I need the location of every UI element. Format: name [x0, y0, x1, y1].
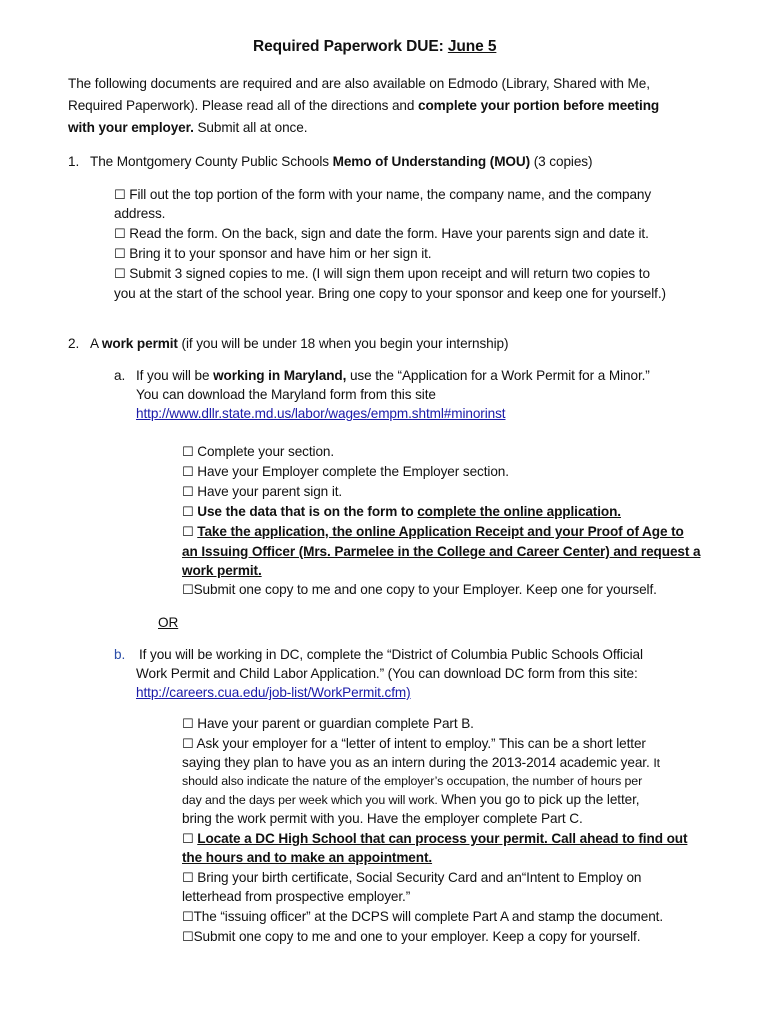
- md-check-4-text: Use the data that is on the form to: [197, 504, 418, 519]
- intro-line-3: [68, 118, 307, 137]
- dc-line-1: If you will be working in DC, complete the “District of Columbia Public Schools Official: [139, 647, 643, 662]
- md-check-3-text: Have your parent sign it.: [197, 484, 343, 499]
- dc-check-5-text: The “issuing officer” at the DCPS will complete Part A and stamp the document.: [193, 909, 664, 924]
- dc-check-2-cont-2: should also indicate the nature of the employer’s occupation, the number of hours per: [182, 774, 643, 788]
- dc-check-3: [182, 829, 687, 849]
- checkbox-icon[interactable]: ☐: [182, 717, 194, 732]
- md-check-5-text-c: work permit.: [182, 563, 262, 578]
- due-date: June 5: [447, 38, 497, 55]
- or-text: OR: [158, 615, 179, 630]
- s2-text-c: (if you will be under 18 when you begin your internship): [177, 336, 509, 351]
- dc-check-6: [182, 927, 640, 947]
- checkbox-icon[interactable]: ☐: [182, 445, 194, 460]
- mou-item-1: [114, 185, 651, 205]
- s1-text-a: The Montgomery County Public Schools: [90, 154, 333, 169]
- checkbox-icon[interactable]: ☐: [114, 188, 126, 203]
- checkbox-icon[interactable]: ☐: [182, 525, 194, 540]
- dc-check-3-text: Locate a DC High School that can process your permit. Call ahead to find out: [197, 831, 688, 846]
- section-2-heading: [90, 334, 508, 353]
- md-letter: a.: [114, 368, 126, 383]
- dc-check-1: [182, 714, 474, 734]
- mou-item-3-text: Bring it to your sponsor and have him or her sign it.: [129, 246, 432, 261]
- dc-check-4-cont: letterhead from prospective employer.”: [182, 889, 411, 904]
- intro-line-2: [68, 96, 659, 115]
- md-check-4-underlined: complete the online application.: [417, 504, 621, 519]
- dc-check-4: [182, 868, 641, 888]
- md-check-6: [182, 580, 657, 600]
- md-check-5-text-b: an Issuing Officer (Mrs. Parmelee in the College and Career Center) and request a: [182, 544, 701, 559]
- dc-check-2-text-d2: When you go to pick up the letter,: [441, 792, 640, 807]
- mou-item-2: [114, 224, 649, 244]
- checkbox-icon[interactable]: ☐: [182, 832, 194, 847]
- intro-bold: complete your portion before meeting: [418, 98, 660, 113]
- dc-line-2: Work Permit and Child Labor Application.” (You can download DC form from this site:: [136, 666, 638, 681]
- dc-check-4-text: Bring your birth certificate, Social Security Card and an“Intent to Employ on: [197, 870, 642, 885]
- md-line-1: [136, 366, 650, 385]
- mou-item-1-cont: address.: [114, 206, 166, 221]
- intro-line-1: The following documents are required and are also available on Edmodo (Library, Shared with Me,: [68, 76, 650, 91]
- mou-item-4-text: Submit 3 signed copies to me. (I will sign them upon receipt and will return two copies to: [129, 266, 650, 281]
- md-check-6-text: Submit one copy to me and one copy to your Employer. Keep one for yourself.: [193, 582, 657, 597]
- dc-check-2-cont-3: [182, 790, 639, 810]
- page-title: [253, 37, 496, 56]
- md-check-4: [182, 502, 621, 522]
- md-check-5-text: Take the application, the online Application Receipt and your Proof of Age to: [197, 524, 684, 539]
- dc-check-2-text-d1: day and the days per week which you will work.: [182, 793, 442, 807]
- md-check-1-text: Complete your section.: [197, 444, 335, 459]
- dc-form-link[interactable]: http://careers.cua.edu/job-list/WorkPermit.cfm): [136, 685, 411, 700]
- s1-text-c: (3 copies): [530, 154, 593, 169]
- or-divider: [158, 613, 178, 632]
- intro-bold-2: with your employer.: [68, 120, 194, 135]
- md-check-2-text: Have your Employer complete the Employer section.: [197, 464, 509, 479]
- maryland-form-link[interactable]: http://www.dllr.state.md.us/labor/wages/empm.shtml#minorinst: [136, 406, 506, 421]
- dc-check-2-cont-1: [182, 753, 660, 773]
- dc-letter: b.: [114, 647, 126, 662]
- md-check-5: [182, 522, 684, 542]
- md-check-5-cont-1: [182, 542, 700, 561]
- s1-mou: Memo of Understanding (MOU): [332, 154, 531, 169]
- intro-text: Required Paperwork). Please read all of the directions and: [68, 98, 419, 113]
- s2-text-a: A: [90, 336, 102, 351]
- checkbox-icon[interactable]: ☐: [182, 465, 194, 480]
- checkbox-icon[interactable]: ☐: [182, 583, 194, 598]
- mou-item-3: [114, 244, 431, 264]
- dc-check-2-cont-4: bring the work permit with you. Have the employer complete Part C.: [182, 811, 583, 826]
- checkbox-icon[interactable]: ☐: [114, 267, 126, 282]
- md-line-2: You can download the Maryland form from this site: [136, 387, 436, 402]
- dc-check-2-text: Ask your employer for a “letter of intent to employ.” This can be a short letter: [196, 736, 646, 751]
- mou-item-2-text: Read the form. On the back, sign and date the form. Have your parents sign and date it.: [129, 226, 649, 241]
- md-check-3: [182, 482, 342, 502]
- checkbox-icon[interactable]: ☐: [182, 930, 194, 945]
- dc-check-2: [182, 734, 646, 754]
- mou-item-4-cont: you at the start of the school year. Bring one copy to your sponsor and keep one for yourself.): [114, 286, 666, 301]
- s2-work-permit: work permit: [101, 336, 178, 351]
- checkbox-icon[interactable]: ☐: [182, 871, 194, 886]
- dc-check-3-text-b: the hours and to make an appointment.: [182, 850, 433, 865]
- md-bold: working in Maryland,: [213, 368, 347, 383]
- md-url-line: [136, 404, 505, 423]
- dc-url-line: [136, 683, 411, 702]
- section-2-number: 2.: [68, 336, 80, 351]
- mou-item-4: [114, 264, 650, 284]
- title-label: Required Paperwork DUE:: [253, 38, 444, 55]
- md-check-2: [182, 462, 509, 482]
- checkbox-icon[interactable]: ☐: [182, 485, 194, 500]
- checkbox-icon[interactable]: ☐: [114, 247, 126, 262]
- mou-item-1-text: Fill out the top portion of the form with your name, the company name, and the company: [129, 187, 652, 202]
- section-1-heading: [90, 152, 592, 171]
- dc-check-6-text: Submit one copy to me and one to your employer. Keep a copy for yourself.: [193, 929, 641, 944]
- dc-check-2-text-b: saying they plan to have you as an intern during the 2013-2014 academic year.: [182, 755, 654, 770]
- dc-check-1-text: Have your parent or guardian complete Part B.: [197, 716, 474, 731]
- md-check-1: [182, 442, 334, 462]
- checkbox-icon[interactable]: ☐: [114, 227, 126, 242]
- md-check-5-cont-2: [182, 561, 262, 580]
- checkbox-icon[interactable]: ☐: [182, 910, 194, 925]
- dc-check-3-cont: [182, 848, 432, 867]
- intro-text-2: Submit all at once.: [193, 120, 308, 135]
- md-text-a: If you will be: [136, 368, 214, 383]
- md-text-c: use the “Application for a Work Permit for a Minor.”: [346, 368, 650, 383]
- checkbox-icon[interactable]: ☐: [182, 737, 194, 752]
- checkbox-icon[interactable]: ☐: [182, 505, 194, 520]
- section-1-number: 1.: [68, 154, 80, 169]
- dc-check-5: [182, 907, 663, 927]
- dc-check-2-text-b2: It: [653, 756, 661, 770]
